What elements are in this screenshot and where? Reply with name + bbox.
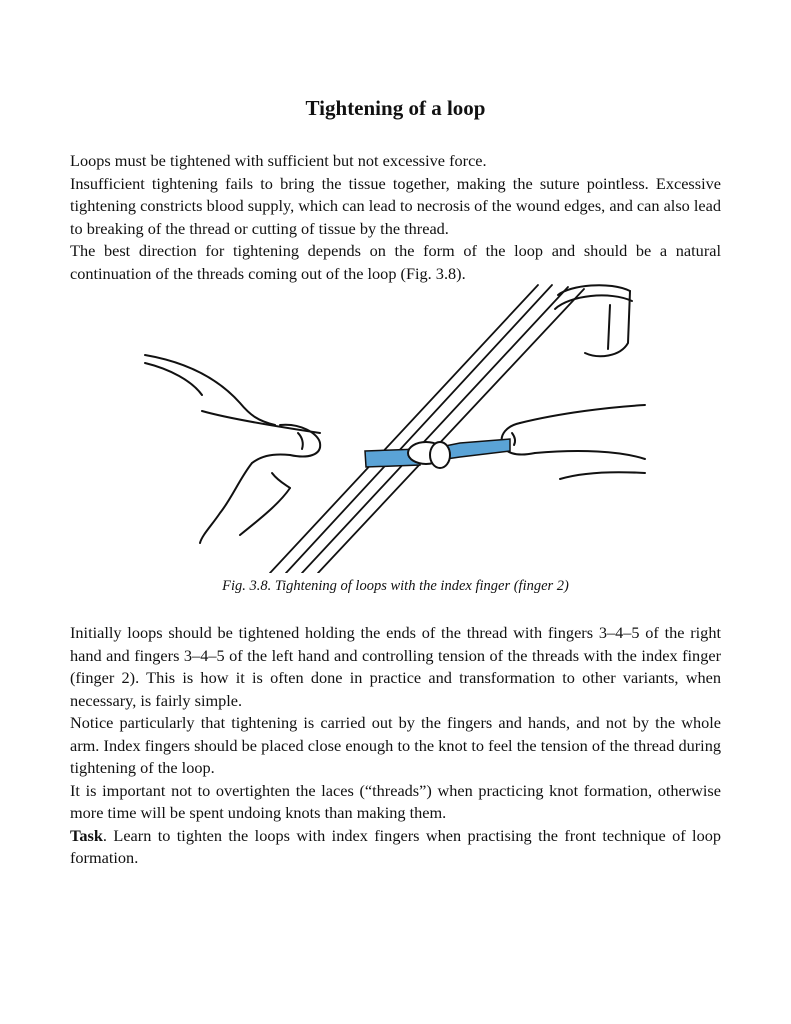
paragraph: Loops must be tightened with sufficient but not excessive force.: [70, 151, 487, 170]
intro-text: [70, 150, 721, 285]
figure-illustration: [140, 283, 650, 573]
thread-lines: [270, 285, 584, 573]
paragraph: It is important not to overtighten the laces (“threads”) when practicing knot formation, otherwise more time will be spent undoing knots than making them.: [70, 780, 721, 822]
paragraph: Initially loops should be tightened holding the ends of the thread with fingers 3–4–5 of the right hand and fingers 3–4–5 of the left hand and controlling tension of the threads with the index finger (finger 2). This is how it is often done in practice and transformation to other variants, when necessary, is fairly simple.: [70, 623, 721, 710]
left-hand-drawing: [145, 355, 320, 543]
figure-caption: Fig. 3.8. Tightening of loops with the index finger (finger 2): [222, 578, 569, 594]
paragraph: The best direction for tightening depends on the form of the loop and should be a natural continuation of the threads coming out of the loop (Fig. 3.8).: [70, 241, 721, 283]
task-label: Task: [70, 825, 103, 845]
task-text: . Learn to tighten the loops with index fingers when practising the front technique of loop formation.: [70, 825, 721, 867]
task-paragraph: [70, 825, 721, 870]
right-hand-drawing: [502, 405, 645, 479]
instrument-drawing: [555, 285, 632, 356]
paragraph: Insufficient tightening fails to bring the tissue together, making the suture pointless. Excessive tightening constricts blood supply, which can lead to necrosis of the wound edges, and can also lead to breaking of the thread or cutting of tissue by the thread.: [70, 173, 721, 238]
paragraph: Notice particularly that tightening is carried out by the fingers and hands, and not by the whole arm. Index fingers should be placed close enough to the knot to feel the tension of the thread during tightening of the loop.: [70, 713, 721, 777]
page-title: Tightening of a loop: [305, 96, 486, 120]
body-text: [70, 622, 721, 870]
